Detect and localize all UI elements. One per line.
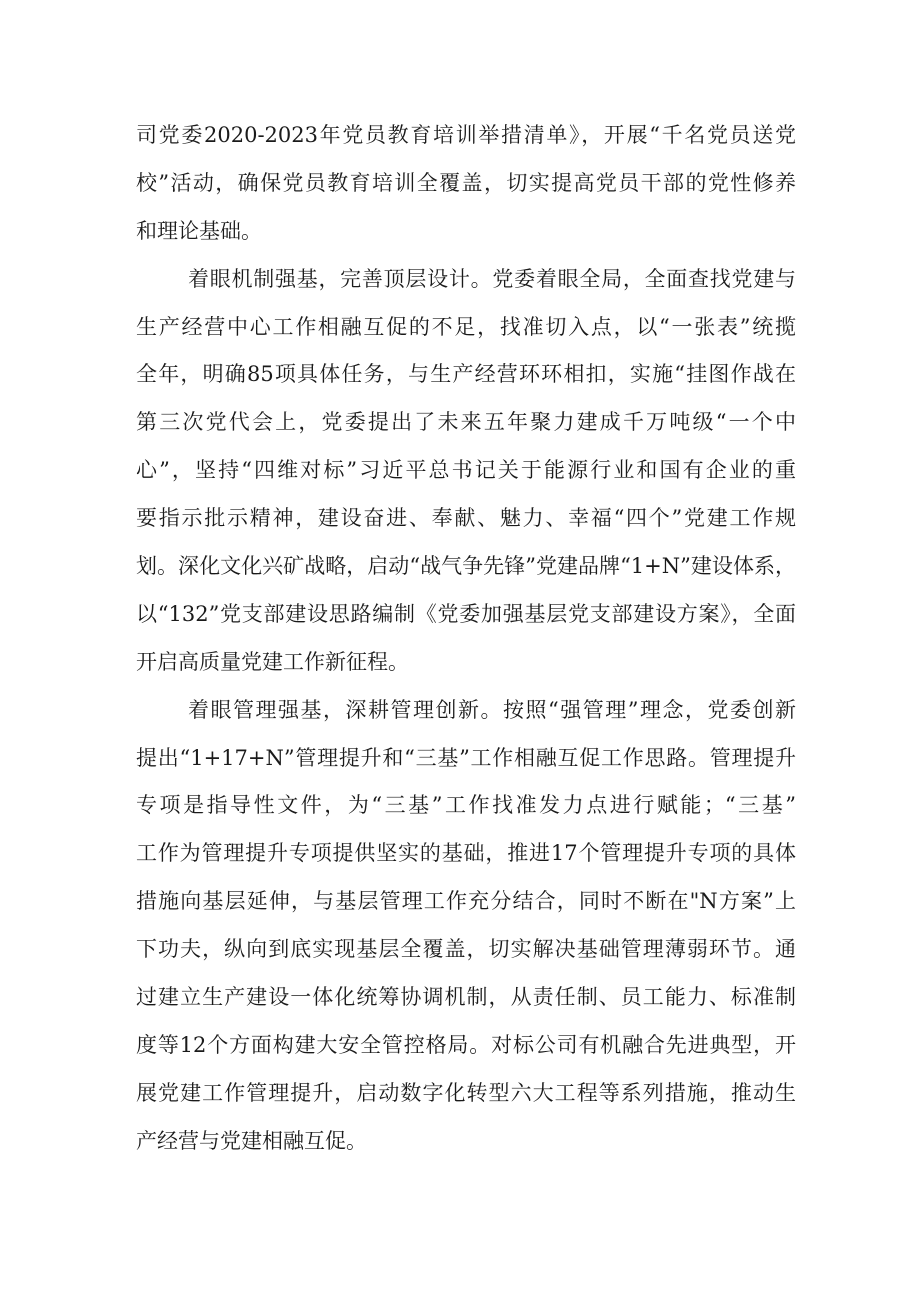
- text-line: 工作为管理提升专项提供坚实的基础，推进17个管理提升专项的具体: [136, 841, 796, 866]
- document-body: [136, 112, 796, 1166]
- text-line: 过建立生产建设一体化统筹协调机制，从责任制、员工能力、标准制: [136, 985, 796, 1010]
- text-line: 以“132”党支部建设思路编制《党委加强基层党支部建设方案》，全面: [136, 601, 796, 626]
- text-line: 措施向基层延伸，与基层管理工作充分结合，同时不断在"N方案”上: [136, 889, 796, 914]
- text-line: 提出“1+17+N”管理提升和“三基”工作相融互促工作思路。管理提升: [136, 745, 796, 770]
- text-line: 专项是指导性文件，为“三基”工作找准发力点进行赋能；“三基”: [136, 793, 796, 818]
- paragraph-3: [136, 687, 796, 1166]
- paragraph-2: [136, 256, 796, 687]
- text-line: 开启高质量党建工作新征程。: [136, 649, 409, 674]
- text-line: 心”，坚持“四维对标”习近平总书记关于能源行业和国有企业的重: [136, 458, 796, 483]
- text-line: 要指示批示精神，建设奋进、奉献、魅力、幸福“四个”党建工作规: [136, 506, 796, 531]
- text-line: 划。深化文化兴矿战略，启动“战气争先锋”党建品牌“1+N”建设体系，: [136, 554, 796, 579]
- text-line: 和理论基础。: [136, 218, 262, 243]
- text-line: 生产经营中心工作相融互促的不足，找准切入点，以“一张表”统揽: [136, 314, 796, 339]
- text-line: 下功夫，纵向到底实现基层全覆盖，切实解决基础管理薄弱环节。通: [136, 937, 796, 962]
- text-line: 全年，明确85项具体任务，与生产经营环环相扣，实施“挂图作战在: [136, 362, 796, 387]
- text-line: 产经营与党建相融互促。: [136, 1128, 367, 1153]
- text-line: 着眼机制强基，完善顶层设计。党委着眼全局，全面查找党建与: [188, 266, 796, 291]
- text-line: 度等12个方面构建大安全管控格局。对标公司有机融合先进典型，开: [136, 1032, 796, 1057]
- text-line: 校”活动，确保党员教育培训全覆盖，切实提高党员干部的党性修养: [136, 170, 796, 195]
- text-line: 司党委2020-2023年党员教育培训举措清单》，开展“千名党员送党: [136, 123, 796, 147]
- text-line: 着眼管理强基，深耕管理创新。按照“强管理”理念，党委创新: [188, 697, 796, 722]
- text-line: 第三次党代会上，党委提出了未来五年聚力建成千万吨级“一个中: [136, 410, 796, 435]
- paragraph-1: [136, 112, 796, 256]
- text-line: 展党建工作管理提升，启动数字化转型六大工程等系列措施，推动生: [136, 1080, 796, 1105]
